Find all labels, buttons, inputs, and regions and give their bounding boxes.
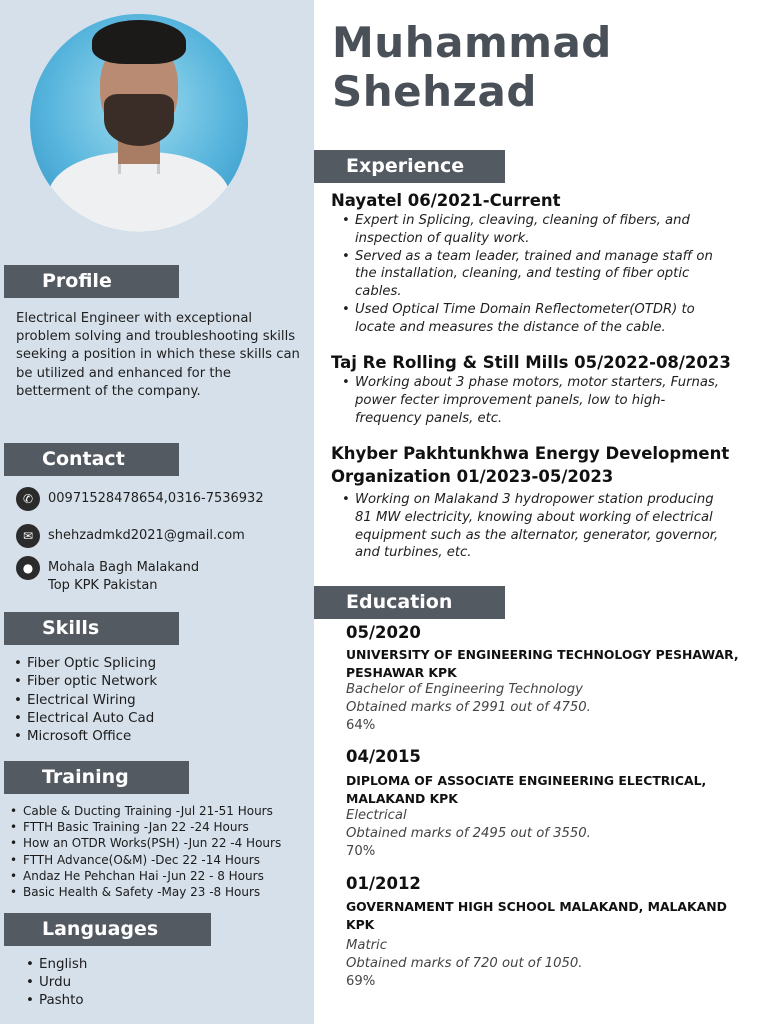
location-pin-icon: ● (16, 556, 40, 580)
education-percent: 64% (346, 718, 376, 734)
job-title: Nayatel 06/2021-Current (331, 191, 561, 210)
job-title (331, 442, 729, 488)
education-percent: 70% (346, 844, 376, 860)
job-title-line-2: Organization 01/2023-05/2023 (331, 467, 614, 486)
name-first: Muhammad (332, 18, 612, 67)
job-title: Taj Re Rolling & Still Mills 05/2022-08/2023 (331, 353, 731, 372)
language-item: • Pashto (24, 992, 87, 1010)
job-bullet: • Used Optical Time Domain Reflectometer(OTDR) to locate and measures the distance of the cable. (340, 301, 720, 337)
language-item: • English (24, 956, 87, 974)
training-list (8, 803, 281, 900)
education-school: UNIVERSITY OF ENGINEERING TECHNOLOGY PESHAWAR, PESHAWAR KPK (346, 647, 739, 680)
education-percent: 69% (346, 974, 376, 990)
languages-heading: Languages (4, 913, 211, 946)
education-school: DIPLOMA OF ASSOCIATE ENGINEERING ELECTRICAL, MALAKAND KPK (346, 773, 707, 806)
contact-phone: ✆ 00971528478654,0316-7536932 (16, 487, 264, 511)
mail-icon: ✉ (16, 524, 40, 548)
person-name (332, 18, 612, 116)
languages-list (24, 956, 87, 1010)
education-details (346, 681, 746, 736)
skill-item: • Fiber Optic Splicing (12, 655, 157, 673)
education-degree: Matric (346, 938, 387, 953)
education-marks: Obtained marks of 2991 out of 4750. (346, 700, 591, 716)
education-date: 01/2012 (346, 874, 421, 893)
contact-heading: Contact (4, 443, 179, 476)
education-details (346, 937, 746, 992)
language-item: • Urdu (24, 974, 87, 992)
skill-item: • Electrical Wiring (12, 692, 157, 710)
job-bullet: • Expert in Splicing, cleaving, cleaning of fibers, and inspection of quality work. (340, 212, 720, 248)
education-marks: Obtained marks of 2495 out of 3550. (346, 826, 591, 842)
contact-address (16, 556, 199, 595)
address-line-2: Top KPK Pakistan (48, 578, 158, 593)
education-heading: Education (314, 586, 505, 619)
training-heading: Training (4, 761, 189, 794)
skill-item: • Electrical Auto Cad (12, 710, 157, 728)
job-bullets (340, 212, 720, 337)
job-title-line-1: Khyber Pakhtunkhwa Energy Development (331, 444, 730, 463)
education-date: 05/2020 (346, 623, 421, 642)
job-bullet: • Served as a team leader, trained and manage staff on the installation, cleaning, and testing of fiber optic cables. (340, 248, 720, 301)
job-bullets (340, 374, 720, 427)
profile-photo (30, 14, 248, 232)
education-school: GOVERNAMENT HIGH SCHOOL MALAKAND, MALAKAND KPK (346, 899, 727, 932)
job-bullet: • Working on Malakand 3 hydropower station producing 81 MW electricity, knowing about working of electrical equipment such as the alternator, generator, governor, and turbines, etc. (340, 491, 720, 562)
address-line-1: Mohala Bagh Malakand (48, 560, 200, 575)
skills-heading: Skills (4, 612, 179, 645)
profile-heading: Profile (4, 265, 179, 298)
name-last: Shehzad (332, 67, 537, 116)
training-item: • FTTH Basic Training -Jan 22 -24 Hours (8, 819, 281, 835)
education-degree: Bachelor of Engineering Technology (346, 682, 583, 697)
education-marks: Obtained marks of 720 out of 1050. (346, 956, 583, 972)
job-bullet: • Working about 3 phase motors, motor starters, Furnas, power fecter improvement panels, low to high-frequency panels, etc. (340, 374, 720, 427)
job-bullets (340, 491, 720, 562)
sidebar (0, 0, 314, 1024)
training-item: • Basic Health & Safety -May 23 -8 Hours (8, 884, 281, 900)
training-item: • How an OTDR Works(PSH) -Jun 22 -4 Hours (8, 835, 281, 851)
training-item: • Andaz He Pehchan Hai -Jun 22 - 8 Hours (8, 868, 281, 884)
education-date: 04/2015 (346, 747, 421, 766)
training-item: • Cable & Ducting Training -Jul 21-51 Hours (8, 803, 281, 819)
experience-heading: Experience (314, 150, 505, 183)
education-degree: Electrical (346, 808, 407, 823)
education-details (346, 807, 746, 862)
skill-item: • Fiber optic Network (12, 673, 157, 691)
contact-email[interactable]: ✉ shehzadmkd2021@gmail.com (16, 524, 245, 548)
training-item: • FTTH Advance(O&M) -Dec 22 -14 Hours (8, 852, 281, 868)
profile-text: Electrical Engineer with exceptional problem solving and troubleshooting skills seeking a position in which these skills can be utilized and enhanced for the betterment of the company. (16, 311, 300, 399)
skills-list (12, 655, 157, 746)
phone-icon: ✆ (16, 487, 40, 511)
skill-item: • Microsoft Office (12, 728, 157, 746)
